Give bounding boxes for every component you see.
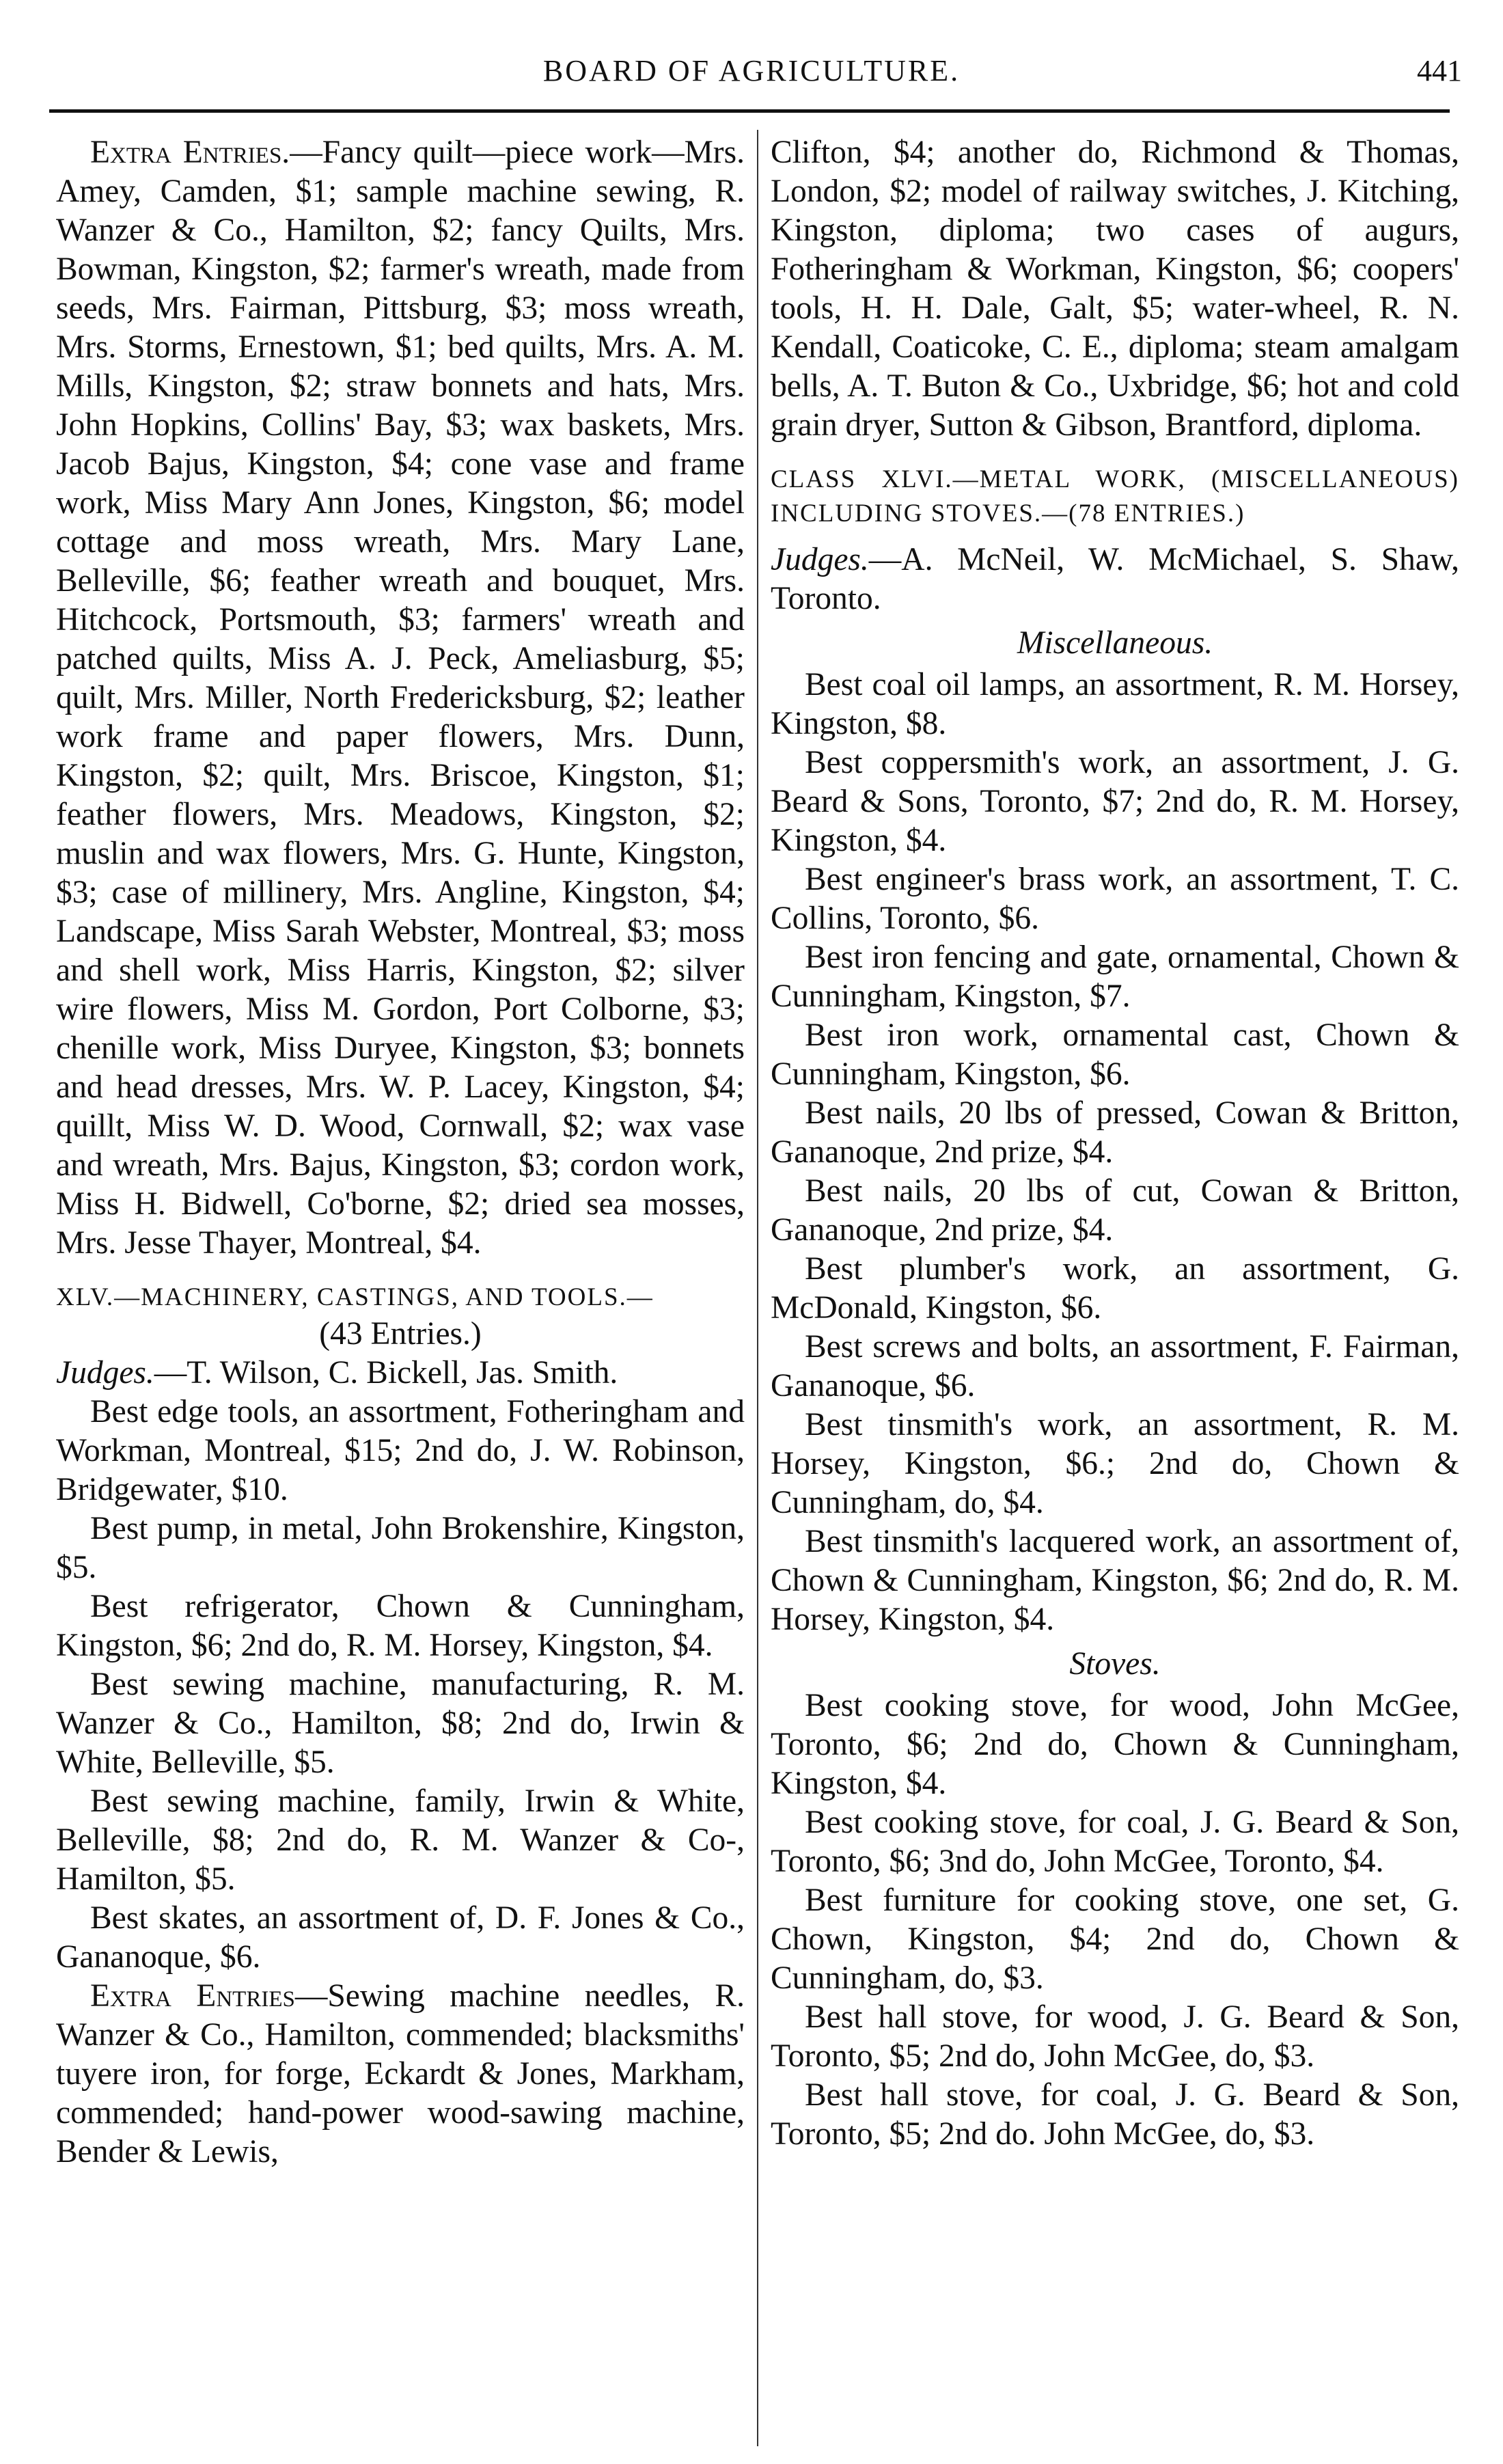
page-header bbox=[0, 53, 1503, 94]
extra-entries-text: —Fancy quilt—piece work—Mrs. Amey, Camden, $1; sample machine sewing, R. Wanzer & Co., Hamilton, $2; fancy Quilts, Mrs. Bowman, Kingston, $2; farmer's wreath, made from seeds, Mrs. Fairman, Pittsburg, $3; moss wreath, Mrs. Storms, Ernestown, $1; bed quilts, Mrs. A. M. Mills, Kingston, $2; straw bonnets and hats, Mrs. John Hopkins, Collins' Bay, $3; wax baskets, Mrs. Jacob Bajus, Kingston, $4; cone vase and frame work, Miss Mary Ann Jones, Kingston, $6; model cottage and moss wreath, Mrs. Mary Lane, Belleville, $6; feather wreath and bouquet, Mrs. Hitchcock, Portsmouth, $3; farmers' wreath and patched quilts, Miss A. J. Peck, Ameliasburg, $5; quilt, Mrs. Miller, North Fredericksburg, $2; leather work frame and paper flowers, Mrs. Dunn, Kingston, $2; quilt, Mrs. Briscoe, Kingston, $1; feather flowers, Mrs. Meadows, Kingston, $2; muslin and wax flowers, Mrs. G. Hunte, Kingston, $3; case of millinery, Mrs. Angline, Kingston, $4; Landscape, Miss Sarah Webster, Montreal, $3; moss and shell work, Miss Harris, Kingston, $2; silver wire flowers, Miss M. Gordon, Port Colborne, $3; chenille work, Miss Duryee, Kingston, $3; bonnets and head dresses, Mrs. W. P. Lacey, Kingston, $4; quillt, Miss W. D. Wood, Cornwall, $2; wax vase and wreath, Mrs. Bajus, Kingston, $3; cordon work, Miss H. Bidwell, Co'borne, $2; dried sea mosses, Mrs. Jesse Thayer, Montreal, $4. bbox=[56, 135, 745, 1261]
left-column bbox=[56, 133, 745, 2172]
extra-entries-paragraph bbox=[56, 133, 745, 1263]
header-rule bbox=[49, 109, 1450, 113]
page-number: 441 bbox=[1417, 54, 1462, 87]
prize-entry: Best plumber's work, an assortment, G. McDonald, Kingston, $6. bbox=[771, 1251, 1459, 1326]
prize-entry: Best edge tools, an assortment, Fotheringham and Workman, Montreal, $15; 2nd do, J. W. Robinson, Bridgewater, $10. bbox=[56, 1394, 745, 1507]
judges-line bbox=[771, 540, 1459, 618]
judges-names: —T. Wilson, C. Bickell, Jas. Smith. bbox=[154, 1355, 618, 1391]
prize-entry: Best cooking stove, for wood, John McGee, Toronto, $6; 2nd do, Chown & Cunningham, Kingston, $4. bbox=[771, 1688, 1459, 1801]
prize-entry: Best iron fencing and gate, ornamental, Chown & Cunningham, Kingston, $7. bbox=[771, 940, 1459, 1014]
subheading-stoves: Stoves. bbox=[1069, 1646, 1161, 1682]
prize-entry: Best tinsmith's work, an assortment, R. M. Horsey, Kingston, $6.; 2nd do, Chown & Cunningham, do, $4. bbox=[771, 1407, 1459, 1520]
prize-entry: Best cooking stove, for coal, J. G. Beard & Son, Toronto, $6; 3nd do, John McGee, Toronto, $4. bbox=[771, 1805, 1459, 1879]
prize-entry: Best pump, in metal, John Brokenshire, Kingston, $5. bbox=[56, 1511, 745, 1585]
prize-entry: Best sewing machine, family, Irwin & White, Belleville, $8; 2nd do, R. M. Wanzer & Co-, Hamilton, $5. bbox=[56, 1783, 745, 1897]
judges-line bbox=[56, 1354, 745, 1393]
prize-entry: Best tinsmith's lacquered work, an assortment of, Chown & Cunningham, Kingston, $6; 2nd do, R. M. Horsey, Kingston, $4. bbox=[771, 1524, 1459, 1637]
prize-entry: Best skates, an assortment of, D. F. Jones & Co., Gananoque, $6. bbox=[56, 1900, 745, 1975]
prize-entry: Best screws and bolts, an assortment, F. Fairman, Gananoque, $6. bbox=[771, 1329, 1459, 1404]
section-heading-metal-work: CLASS XLVI.—METAL WORK, (MISCELLANEOUS) INCLUDING STOVES.—(78 ENTRIES.) bbox=[771, 465, 1459, 528]
subheading-miscellaneous: Miscellaneous. bbox=[1017, 625, 1213, 661]
prize-entry: Best iron work, ornamental cast, Chown & Cunningham, Kingston, $6. bbox=[771, 1017, 1459, 1092]
judges-label: Judges. bbox=[771, 542, 869, 577]
judges-names: —A. McNeil, W. McMichael, S. Shaw, Toronto. bbox=[771, 542, 1459, 616]
prize-entry: Best nails, 20 lbs of cut, Cowan & Britton, Gananoque, 2nd prize, $4. bbox=[771, 1173, 1459, 1248]
column-divider bbox=[757, 130, 758, 2446]
prize-entry: Best hall stove, for wood, J. G. Beard & Son, Toronto, $5; 2nd do, John McGee, do, $3. bbox=[771, 1999, 1459, 2074]
prize-entry: Best hall stove, for coal, J. G. Beard & Son, Toronto, $5; 2nd do. John McGee, do, $3. bbox=[771, 2077, 1459, 2152]
prize-entry: Best coppersmith's work, an assortment, J. G. Beard & Sons, Toronto, $7; 2nd do, R. M. Horsey, Kingston, $4. bbox=[771, 745, 1459, 858]
section-heading-machinery: XLV.—MACHINERY, CASTINGS, AND TOOLS.— bbox=[56, 1283, 654, 1311]
extra-entries-label-2: Extra Entries bbox=[90, 1978, 295, 2014]
continuation-paragraph: Clifton, $4; another do, Richmond & Thomas, London, $2; model of railway switches, J. Kitching, Kingston, diploma; two cases of augurs, Fotheringham & Workman, Kingston, $6; coopers' tools, H. H. Dale, Galt, $5; water-wheel, R. N. Kendall, Coaticoke, C. E., diploma; steam amalgam bells, A. T. Buton & Co., Uxbridge, $6; hot and cold grain dryer, Sutton & Gibson, Brantford, diploma. bbox=[771, 135, 1459, 443]
extra-entries-text-2: —Sewing machine needles, R. Wanzer & Co., Hamilton, commended; blacksmiths' tuyere iron, for forge, Eckardt & Jones, Markham, commended; hand-power wood-sawing machine, Bender & Lewis, bbox=[56, 1978, 745, 2169]
extra-entries-label: Extra Entries. bbox=[90, 135, 290, 170]
prize-entry: Best coal oil lamps, an assortment, R. M. Horsey, Kingston, $8. bbox=[771, 667, 1459, 741]
prize-entry: Best engineer's brass work, an assortment, T. C. Collins, Toronto, $6. bbox=[771, 862, 1459, 936]
prize-entry: Best nails, 20 lbs of pressed, Cowan & Britton, Gananoque, 2nd prize, $4. bbox=[771, 1095, 1459, 1170]
right-column bbox=[771, 133, 1459, 2154]
extra-entries-paragraph-2 bbox=[56, 1977, 745, 2172]
judges-label: Judges. bbox=[56, 1355, 154, 1391]
section-entries-count: (43 Entries.) bbox=[319, 1316, 482, 1352]
prize-entry: Best furniture for cooking stove, one set, G. Chown, Kingston, $4; 2nd do, Chown & Cunningham, do, $3. bbox=[771, 1883, 1459, 1996]
prize-entry: Best sewing machine, manufacturing, R. M. Wanzer & Co., Hamilton, $8; 2nd do, Irwin & White, Belleville, $5. bbox=[56, 1667, 745, 1780]
prize-entry: Best refrigerator, Chown & Cunningham, Kingston, $6; 2nd do, R. M. Horsey, Kingston, $4. bbox=[56, 1589, 745, 1663]
running-title: BOARD OF AGRICULTURE. bbox=[542, 54, 961, 87]
